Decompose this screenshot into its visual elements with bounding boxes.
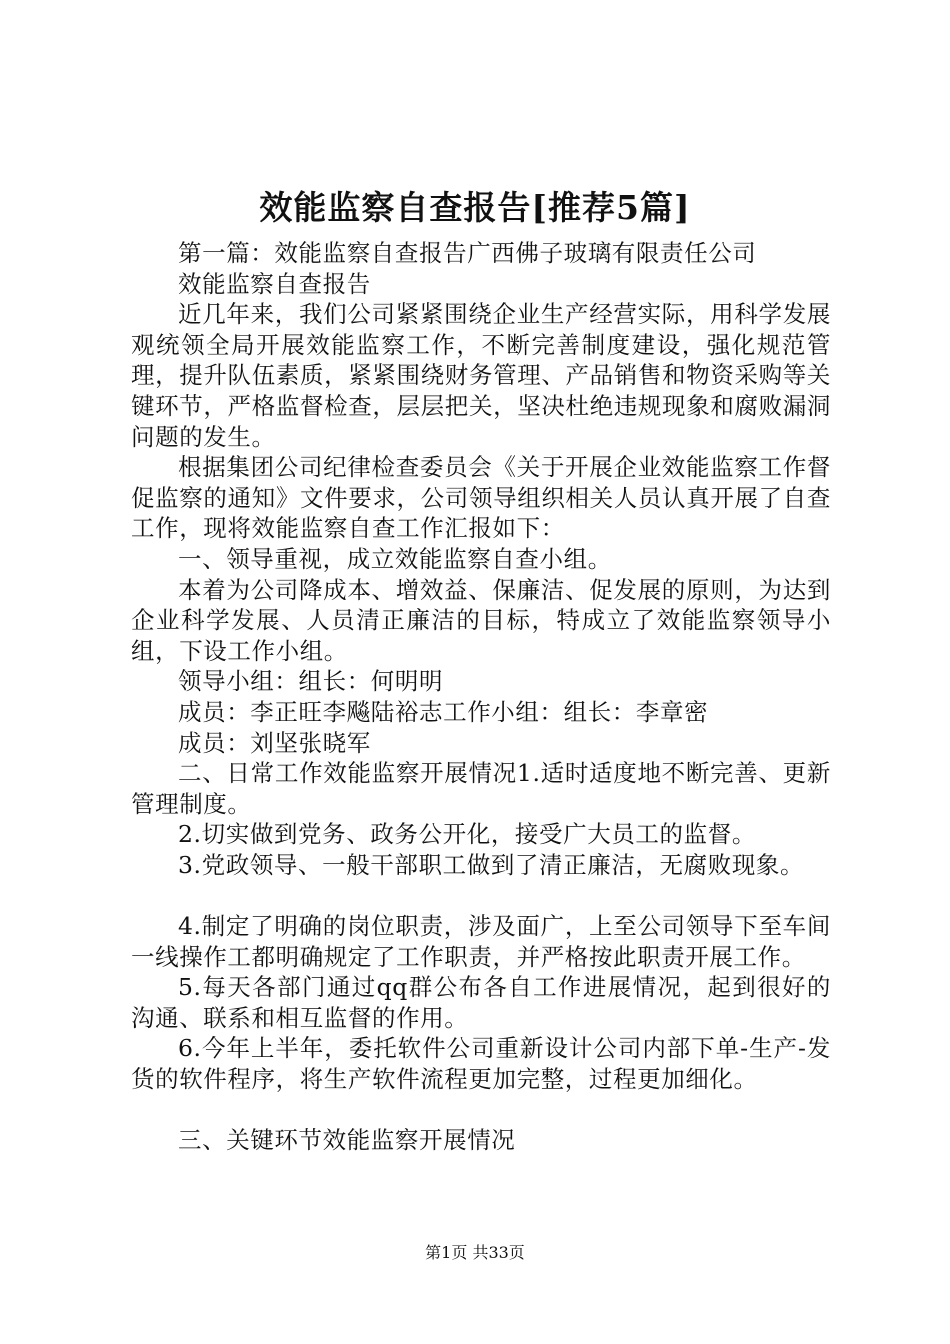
document-title: 效能监察自查报告[推荐5篇] bbox=[259, 188, 691, 227]
paragraph-section-2-heading: 二、日常工作效能监察开展情况1.适时适度地不断完善、更新管理制度。 bbox=[131, 759, 831, 818]
paragraph-item-4: 4.制定了明确的岗位职责，涉及面广，上至公司领导下至车间一线操作工都明确规定了工作职责，并严格按此职责开展工作。 bbox=[131, 912, 831, 971]
paragraph-item-3: 3.党政领导、一般干部职工做到了清正廉洁，无腐败现象。 bbox=[178, 850, 805, 879]
paragraph-item-2: 2.切实做到党务、政务公开化，接受广大员工的监督。 bbox=[178, 820, 756, 849]
paragraph-gap bbox=[131, 880, 831, 911]
document-body bbox=[131, 238, 831, 1156]
paragraph-item-5: 5.每天各部门通过qq群公布各自工作进展情况，起到很好的沟通、联系和相互监督的作用。 bbox=[131, 973, 831, 1032]
paragraph-item-6: 6.今年上半年，委托软件公司重新设计公司内部下单-生产-发货的软件程序，将生产软件流程更加完整，过程更加细化。 bbox=[131, 1034, 831, 1094]
paragraph-chapter-heading: 第一篇：效能监察自查报告广西佛子玻璃有限责任公司 bbox=[178, 239, 757, 267]
page-footer: 第1页 共33页 bbox=[425, 1243, 525, 1262]
paragraph-leader-group: 领导小组：组长：何明明 bbox=[178, 667, 444, 696]
paragraph-basis: 根据集团公司纪律检查委员会《关于开展企业效能监察工作督促监察的通知》文件要求，公司领导组织相关人员认真开展了自查工作，现将效能监察自查工作汇报如下： bbox=[131, 453, 831, 543]
paragraph-section-1-body: 本着为公司降成本、增效益、保廉洁、促发展的原则，为达到企业科学发展、人员清正廉洁的目标，特成立了效能监察领导小组，下设工作小组。 bbox=[131, 575, 831, 665]
paragraph-members-2: 成员：刘坚张晓军 bbox=[178, 728, 371, 757]
paragraph-members-1: 成员：李正旺李飚陆裕志工作小组：组长：李章密 bbox=[178, 697, 709, 726]
paragraph-section-1-heading: 一、领导重视，成立效能监察自查小组。 bbox=[178, 544, 612, 573]
paragraph-section-3-heading: 三、关键环节效能监察开展情况 bbox=[178, 1126, 516, 1155]
paragraph-gap bbox=[131, 1095, 831, 1126]
paragraph-intro: 近几年来，我们公司紧紧围绕企业生产经营实际，用科学发展观统领全局开展效能监察工作，不断完善制度建设，强化规范管理，提升队伍素质，紧紧围绕财务管理、产品销售和物资采购等关键环节，严格监督检查，层层把关，坚决杜绝违规现象和腐败漏洞问题的发生。 bbox=[131, 300, 831, 451]
paragraph-report-subtitle: 效能监察自查报告 bbox=[178, 269, 371, 298]
